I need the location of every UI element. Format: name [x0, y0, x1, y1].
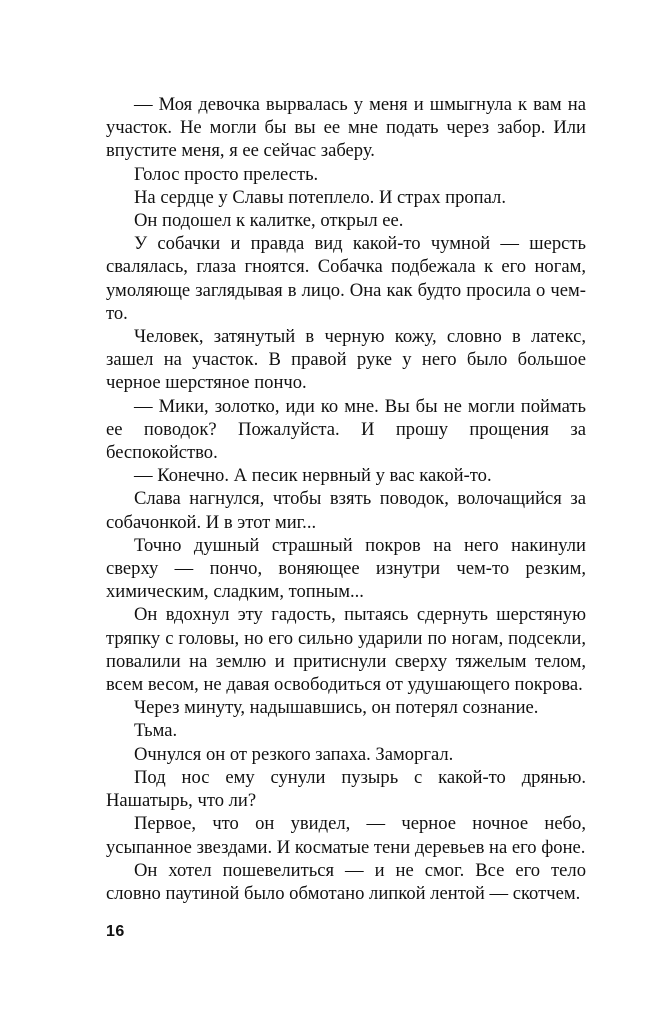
paragraph: На сердце у Славы потеплело. И страх пропал.: [134, 186, 506, 208]
page-body-text: [106, 93, 586, 905]
paragraph: У собачки и правда вид какой-то чумной — шерсть свалялась, глаза гноятся. Собачка подбежала к его ногам, умоляюще заглядывая в лицо. Она как будто просила о чем-то.: [106, 233, 586, 324]
paragraph: Он хотел пошевелиться — и не смог. Все его тело словно паутиной было обмотано липкой лентой — скотчем.: [106, 859, 586, 904]
paragraph: Он вдохнул эту гадость, пытаясь сдернуть шерстяную тряпку с головы, но его сильно ударили по ногам, подсекли, повалили на землю и притиснули сверху тяжелым телом, всем весом, не давая освободиться от удушающего покрова.: [106, 604, 586, 696]
paragraph: Слава нагнулся, чтобы взять поводок, волочащийся за собачонкой. И в этот миг...: [106, 488, 586, 533]
paragraph: Голос просто прелесть.: [134, 163, 319, 185]
paragraph: Под нос ему сунули пузырь с какой-то дрянью. Нашатырь, что ли?: [106, 766, 586, 812]
paragraph: — Конечно. А песик нервный у вас какой-то.: [134, 465, 492, 487]
paragraph: Человек, затянутый в черную кожу, словно в латекс, зашел на участок. В правой руке у него было большое черное шерстяное пончо.: [106, 326, 586, 394]
page-number: 16: [106, 923, 125, 940]
paragraph: Точно душный страшный покров на него накинули сверху — пончо, воняющее изнутри чем-то резким, химическим, сладким, топным...: [106, 534, 586, 603]
paragraph: — Моя девочка вырвалась у меня и шмыгнула к вам на участок. Не могли бы вы ее мне подать через забор. Или впустите меня, я ее сейчас заберу.: [106, 94, 586, 162]
paragraph: Через минуту, надышавшись, он потерял сознание.: [134, 697, 539, 719]
paragraph: — Мики, золотко, иди ко мне. Вы бы не могли поймать ее поводок? Пожалуйста. И прошу прощения за беспокойство.: [106, 395, 586, 464]
paragraph: Он подошел к калитке, открыл ее.: [134, 210, 404, 232]
paragraph: Очнулся он от резкого запаха. Заморгал.: [134, 743, 454, 765]
paragraph: Первое, что он увидел, — черное ночное небо, усыпанное звездами. И косматые тени деревьев на его фоне.: [106, 813, 586, 858]
paragraph: Тьма.: [134, 720, 178, 742]
